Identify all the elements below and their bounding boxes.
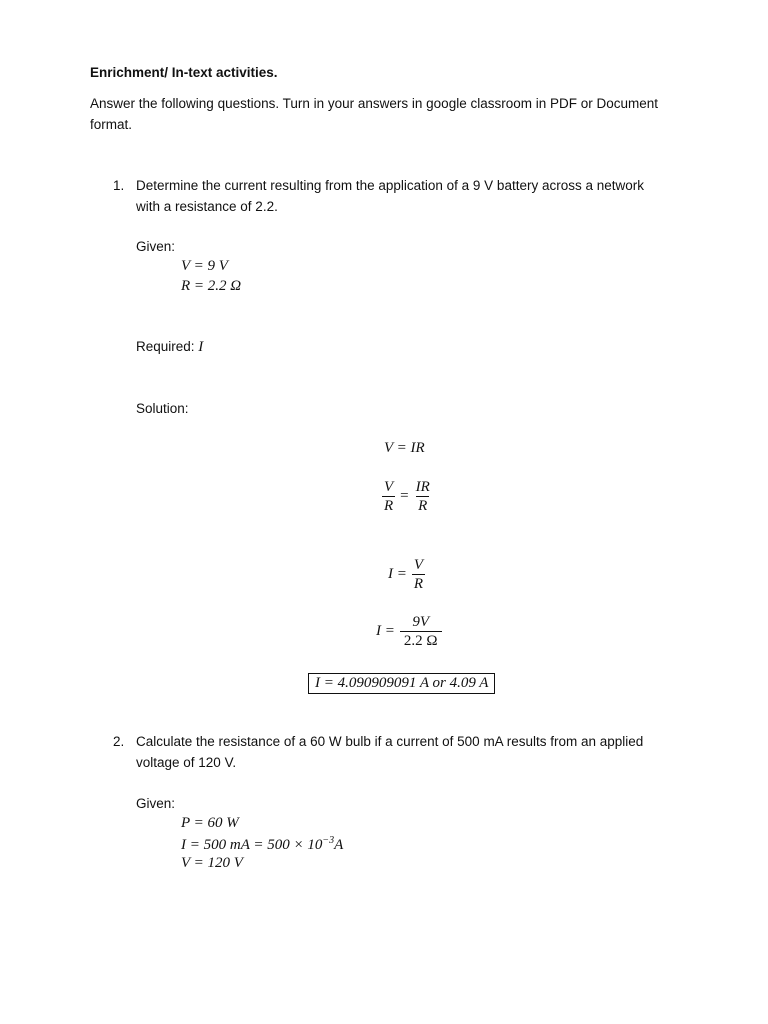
instructions: Answer the following questions. Turn in your answers in google classroom in PDF or Document [90,96,659,111]
q1-eq3-denominator: R [413,576,424,592]
q2-given-voltage: V = 120 V [181,855,243,871]
q1-eq2-equals: = [400,488,409,504]
q1-answer-box: I = 4.090909091 A or 4.09 A [308,673,495,694]
q1-eq3-lhs: I = [388,566,407,582]
q1-given-label: Given: [136,239,176,254]
q2-given-current-unit: A [334,837,344,853]
q1-eq2-rhs-fraction [414,478,432,515]
q2-text-line2: voltage of 120 V. [136,755,237,770]
q1-eq2-lhs-denominator: R [384,498,394,514]
q1-text-line2: with a resistance of 2.2. [136,199,278,214]
q2-given-power: P = 60 W [181,815,239,831]
q1-given-resistance: R = 2.2 Ω [181,278,242,294]
q1-required-label: Required: [136,339,199,354]
instructions-continued: format. [90,117,133,132]
q2-given-current-exponent: −3 [322,835,335,846]
q1-eq2-lhs-numerator: V [384,479,394,495]
heading: Enrichment/ In-text activities. [90,65,278,80]
q1-equation-substitution [376,613,442,650]
q1-eq2-rhs-numerator: IR [415,479,430,495]
q1-eq3-fraction [412,556,425,593]
q1-eq4-denominator: 2.2 Ω [400,631,442,650]
q2-given-current-value: I = 500 mA = 500 × 10 [181,837,323,853]
q1-text-line1: Determine the current resulting from the application of a 9 V battery across a network [136,178,644,193]
q1-equation-divide [382,478,432,515]
q2-given-current [181,835,343,854]
q1-eq4-numerator: 9V [412,614,430,630]
q2-number: 2. [113,734,125,749]
q1-equation-ohms-law: V = IR [384,440,425,456]
q1-given-voltage: V = 9 V [181,258,228,274]
q1-equation-current [388,556,425,593]
q1-eq4-fraction [400,613,442,650]
q2-given-label: Given: [136,796,176,811]
q1-required [136,339,203,356]
q1-eq3-numerator: V [413,557,424,573]
q1-required-variable: I [198,339,204,355]
q1-solution-label: Solution: [136,401,189,416]
q1-eq2-lhs-fraction [382,478,395,515]
q1-eq2-rhs-denominator: R [418,498,428,514]
q2-text-line1: Calculate the resistance of a 60 W bulb if a current of 500 mA results from an applied [136,734,644,749]
q1-number: 1. [113,178,125,193]
q1-eq4-lhs: I = [376,623,395,639]
